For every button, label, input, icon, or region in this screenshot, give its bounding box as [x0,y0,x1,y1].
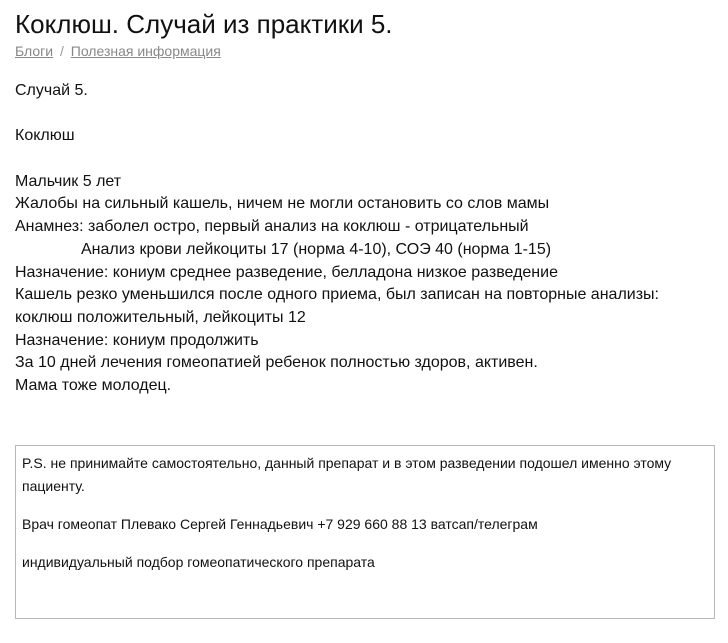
spacer [22,536,708,551]
breadcrumb-link-blogs[interactable]: Блоги [15,43,54,59]
diagnosis: Коклюш [15,127,75,145]
breadcrumb-link-useful-info[interactable]: Полезная информация [70,43,221,59]
complaints: Жалобы на сильный кашель, ничем не могли остановить со слов мамы [15,195,550,213]
anamnesis: Анамнез: заболел остро, первый анализ на коклюш - отрицательный [15,218,529,236]
outcome: За 10 дней лечения гомеопатией ребенок полностью здоров, активен. [15,354,538,372]
prescription-1: Назначение: кониум среднее разведение, белладона низкое разведение [15,263,558,281]
closing-remark: Мама тоже молодец. [15,377,172,395]
blank-line [15,148,715,171]
service-description: индивидуальный подбор гомеопатического препарата [22,554,375,570]
progress-note: Кашель резко уменьшился после одного приема, был записан на повторные анализы: [15,286,659,304]
article-body [15,80,715,398]
blank-line [15,103,715,126]
spacer [22,498,708,513]
doctor-contact: Врач гомеопат Плевако Сергей Геннадьевич +7 929 660 88 13 ватсап/телеграм [22,516,538,532]
page-title: Коклюш. Случай из практики 5. [15,9,393,39]
disclaimer-box [15,445,715,619]
blood-test: Анализ крови лейкоциты 17 (норма 4-10), СОЭ 40 (норма 1-15) [81,240,552,258]
ps-disclaimer: P.S. не принимайте самостоятельно, данный препарат и в этом разведении подошел именно этому пациенту. [22,455,672,494]
breadcrumb [15,42,715,60]
case-number: Случай 5. [15,82,88,99]
patient-info: Мальчик 5 лет [15,172,122,190]
prescription-2: Назначение: кониум продолжить [15,331,259,349]
article [15,8,715,398]
repeat-tests: коклюш положительный, лейкоциты 12 [15,309,306,326]
breadcrumb-separator: / [59,43,64,59]
